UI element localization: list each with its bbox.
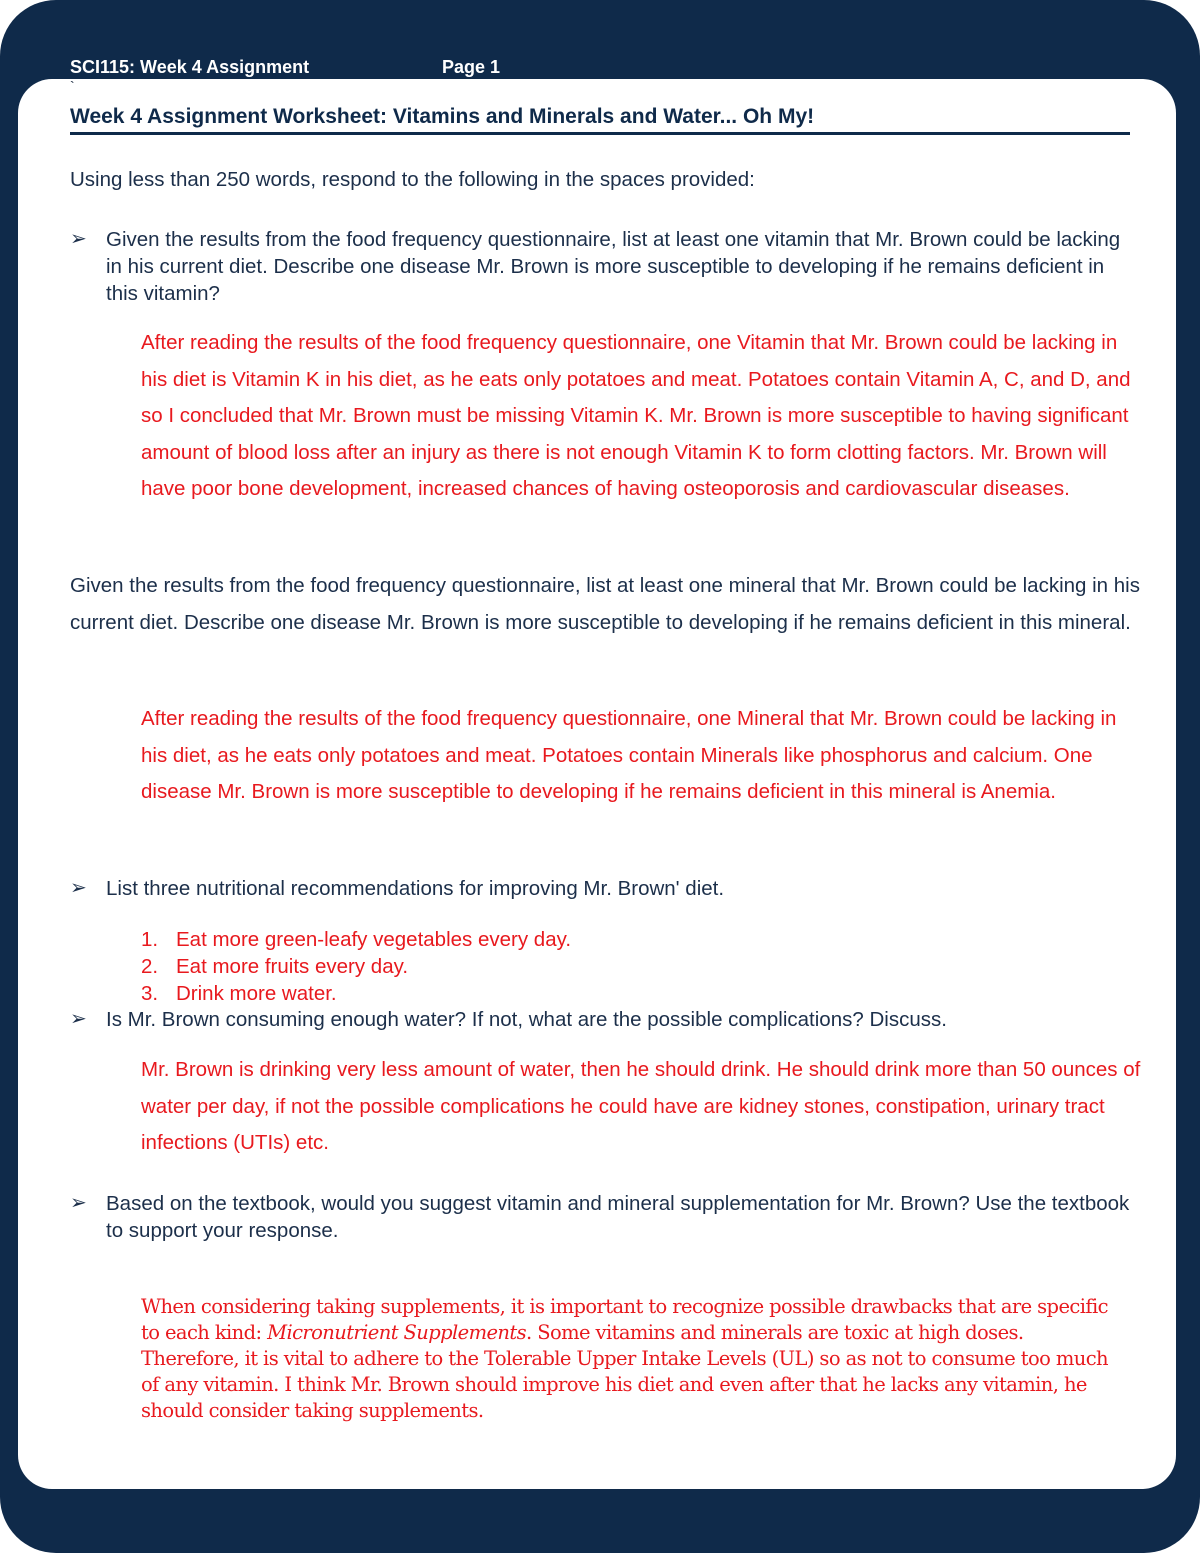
list-item-text: Drink more water. — [176, 982, 337, 1005]
question-recommendations — [70, 875, 1140, 902]
answer-mineral: After reading the results of the food frequency questionnaire, one Mineral that Mr. Brown could be lacking in his diet, as he eats only potatoes and meat. Potatoes contain Minerals like phosphorus and calcium. One disease Mr. Brown is more susceptible to developing if he remains deficient in this mineral is Anemia. — [141, 707, 1117, 803]
question-supplements — [70, 1190, 1140, 1244]
question-vitamin-text: Given the results from the food frequency questionnaire, list at least one vitamin that Mr. Brown could be lacking in his current diet. Describe one disease Mr. Brown is more susceptible to developing if he remains deficient in this vitamin? — [106, 228, 1121, 305]
answer-supplements-part1: When considering taking supplements, it is important to recognize possible drawbacks that are specific to each kind: — [141, 1295, 1108, 1344]
list-item — [141, 953, 1041, 980]
stray-mark: ` — [70, 78, 75, 94]
recommendations-list — [141, 926, 1041, 1007]
list-item-text: Eat more fruits every day. — [176, 955, 409, 978]
intro-instructions: Using less than 250 words, respond to the following in the spaces provided: — [70, 168, 755, 191]
list-item — [141, 980, 1041, 1007]
worksheet-title: Week 4 Assignment Worksheet: Vitamins and Minerals and Water... Oh My! — [70, 105, 1130, 135]
question-water-text: Is Mr. Brown consuming enough water? If not, what are the possible complications? Discuss. — [106, 1008, 947, 1031]
question-mineral: Given the results from the food frequency questionnaire, list at least one mineral that Mr. Brown could be lacking in his current diet. Describe one disease Mr. Brown is more susceptible to developing if he remains deficient in this mineral. — [70, 574, 1140, 634]
question-recommendations-text: List three nutritional recommendations for improving Mr. Brown' diet. — [106, 877, 725, 900]
answer-supplements — [141, 1294, 1121, 1424]
question-water — [70, 1006, 1140, 1033]
question-supplements-text: Based on the textbook, would you suggest vitamin and mineral supplementation for Mr. Brown? Use the textbook to support your response. — [106, 1192, 1130, 1242]
list-item-number: 3. — [141, 982, 159, 1005]
answer-vitamin: After reading the results of the food frequency questionnaire, one Vitamin that Mr. Brown could be lacking in his diet is Vitamin K in his diet, as he eats only potatoes and meat. Potatoes contain Vitamin A, C, and D, and so I concluded that Mr. Brown must be missing Vitamin K. Mr. Brown is more susceptible to having significant amount of blood loss after an injury as there is not enough Vitamin K to form clotting factors. Mr. Brown will have poor bone development, increased chances of having osteoporosis and cardiovascular diseases. — [141, 331, 1131, 500]
answer-water: Mr. Brown is drinking very less amount of water, then he should drink. He should drink more than 50 ounces of water per day, if not the possible complications he could have are kidney stones, constipation, urinary tract infections (UTIs) etc. — [141, 1058, 1141, 1154]
arrow-bullet-icon: ➢ — [70, 1192, 87, 1214]
arrow-bullet-icon: ➢ — [70, 228, 87, 250]
list-item — [141, 926, 1041, 953]
answer-supplements-italic: Micronutrient Supplements — [267, 1321, 527, 1344]
question-vitamin — [70, 226, 1140, 307]
arrow-bullet-icon: ➢ — [70, 877, 87, 899]
arrow-bullet-icon: ➢ — [70, 1008, 87, 1030]
header-page-number: Page 1 — [442, 57, 501, 77]
answer-supplements-part2: . Some vitamins and minerals are toxic at high doses. Therefore, it is vital to adhere to the Tolerable Upper Intake Levels (UL) so as not to consume too much of any vitamin. I think Mr. Brown should improve his diet and even after that he lacks any vitamin, he should consider taking supplements. — [141, 1321, 1108, 1422]
header-course: SCI115: Week 4 Assignment — [70, 57, 310, 77]
list-item-number: 1. — [141, 928, 159, 951]
list-item-number: 2. — [141, 955, 159, 978]
list-item-text: Eat more green-leafy vegetables every day. — [176, 928, 572, 951]
